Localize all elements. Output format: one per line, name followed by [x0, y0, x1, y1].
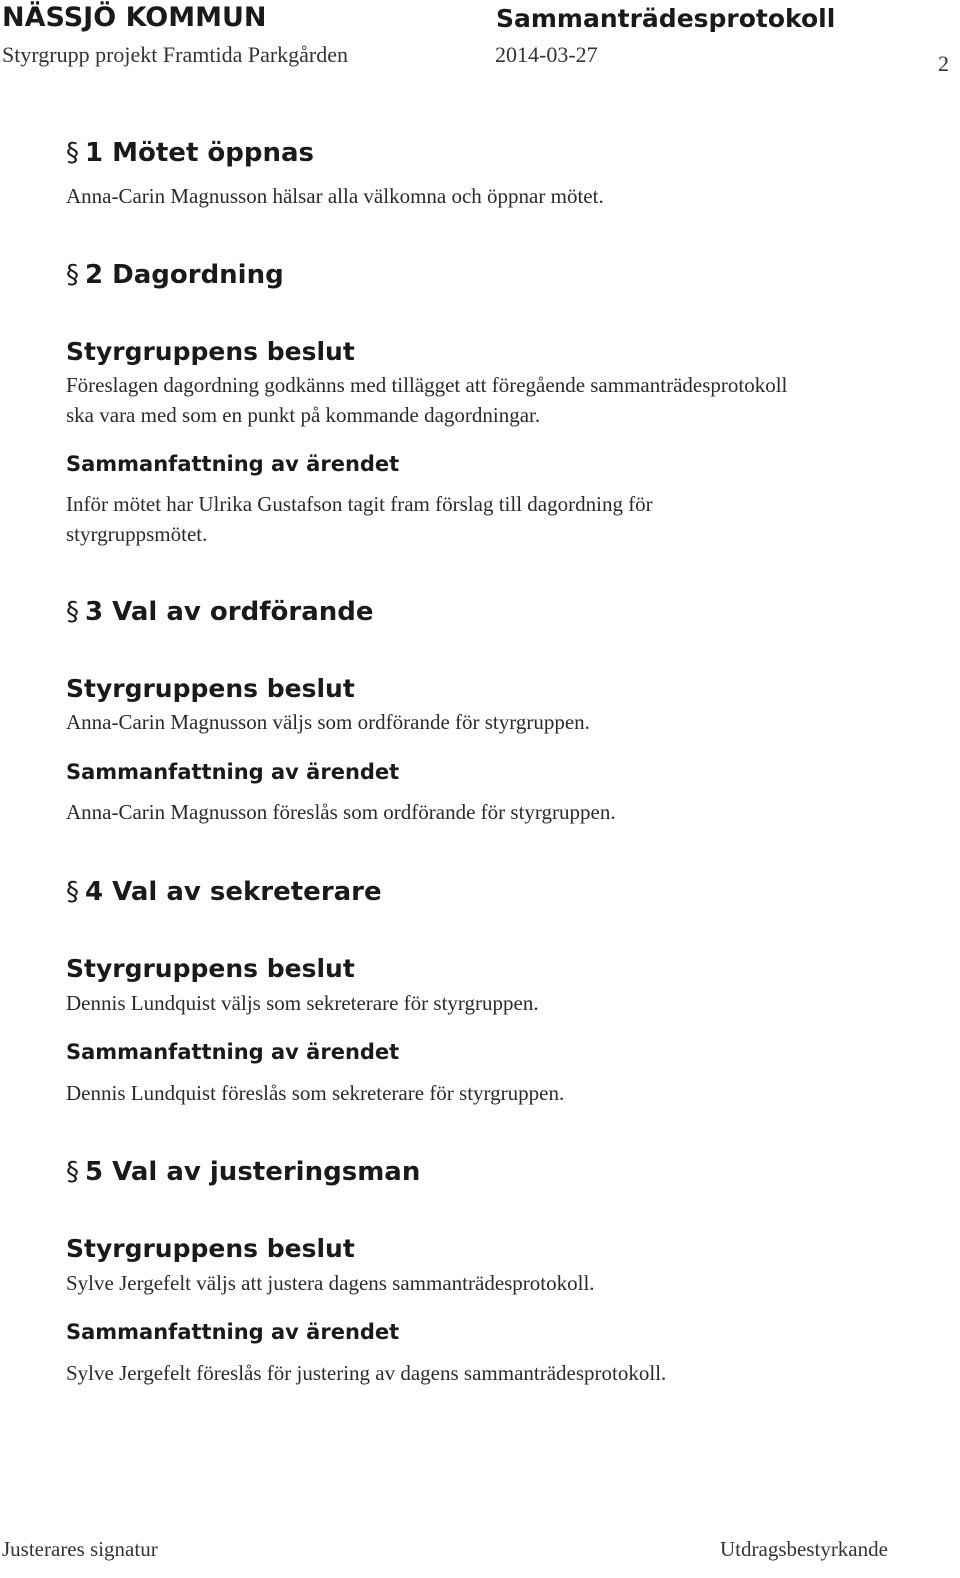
paragraph-symbol: § [66, 597, 79, 627]
paragraph-symbol: § [66, 260, 79, 290]
summary-heading: Sammanfattning av ärendet [66, 452, 400, 476]
paragraph-symbol: § [66, 877, 79, 907]
summary-text: Dennis Lundquist föreslås som sekreterare för styrgruppen. [66, 1081, 565, 1105]
section-heading [66, 1157, 420, 1187]
summary-text: styrgruppsmötet. [66, 522, 208, 546]
paragraph-symbol: § [66, 138, 79, 168]
decision-text: Sylve Jergefelt väljs att justera dagens sammanträdesprotokoll. [66, 1271, 595, 1295]
section-title: 2 Dagordning [85, 260, 284, 290]
section-title: 4 Val av sekreterare [85, 877, 382, 907]
decision-heading: Styrgruppens beslut [66, 674, 355, 703]
section-title: 1 Mötet öppnas [85, 138, 315, 168]
summary-heading: Sammanfattning av ärendet [66, 1320, 400, 1344]
certification-label: Utdragsbestyrkande [720, 1537, 888, 1561]
section-text: Anna-Carin Magnusson hälsar alla välkomna och öppnar mötet. [66, 184, 604, 208]
decision-text: ska vara med som en punkt på kommande dagordningar. [66, 403, 541, 427]
signature-label: Justerares signatur [2, 1537, 158, 1561]
decision-heading: Styrgruppens beslut [66, 337, 355, 366]
summary-text: Anna-Carin Magnusson föreslås som ordförande för styrgruppen. [66, 800, 616, 824]
section-heading [66, 138, 314, 168]
section-heading [66, 597, 374, 627]
meeting-date: 2014-03-27 [495, 42, 598, 67]
summary-heading: Sammanfattning av ärendet [66, 1040, 400, 1064]
paragraph-symbol: § [66, 1157, 79, 1187]
group-name: Styrgrupp projekt Framtida Parkgården [2, 42, 349, 67]
summary-text: Inför mötet har Ulrika Gustafson tagit fram förslag till dagordning för [66, 492, 653, 516]
summary-text: Sylve Jergefelt föreslås för justering av dagens sammanträdesprotokoll. [66, 1361, 667, 1385]
section-heading [66, 877, 382, 907]
decision-text: Föreslagen dagordning godkänns med tillägget att föregående sammanträdesprotokoll [66, 373, 788, 397]
decision-heading: Styrgruppens beslut [66, 954, 355, 983]
summary-heading: Sammanfattning av ärendet [66, 760, 400, 784]
section-heading [66, 260, 284, 290]
document-type: Sammanträdesprotokoll [496, 4, 836, 33]
section-title: 5 Val av justeringsman [85, 1157, 421, 1187]
page-number: 2 [938, 51, 949, 76]
decision-text: Anna-Carin Magnusson väljs som ordförande för styrgruppen. [66, 710, 590, 734]
org-name: NÄSSJÖ KOMMUN [2, 2, 267, 33]
decision-text: Dennis Lundquist väljs som sekreterare för styrgruppen. [66, 991, 539, 1015]
decision-heading: Styrgruppens beslut [66, 1234, 355, 1263]
section-title: 3 Val av ordförande [85, 597, 374, 627]
